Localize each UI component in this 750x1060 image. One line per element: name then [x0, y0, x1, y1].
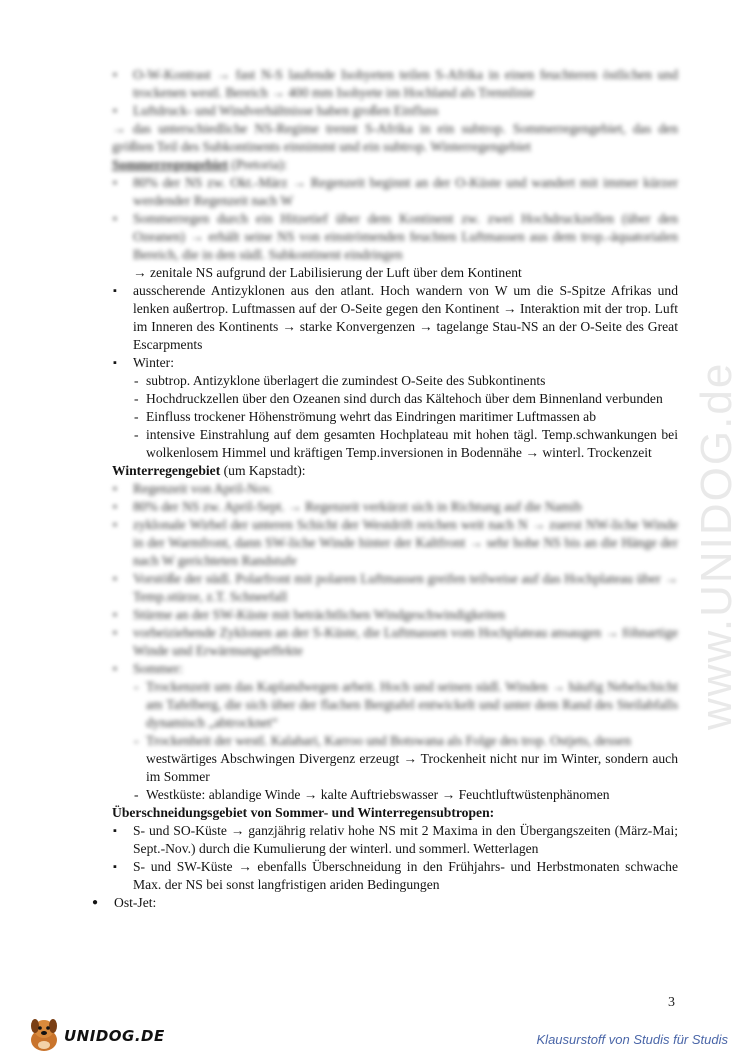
- bullet-item: ▪ S- und SO-Küste → ganzjährig relativ hohe NS mit 2 Maxima in den Übergangszeiten (März-Mai; Sept.-Nov.) durch die Kumulierung der winterl. und sommerl. Wetterlagen: [112, 822, 678, 858]
- section-heading-title: Winterregengebiet: [112, 463, 221, 478]
- clear-section-overlap: [112, 750, 678, 912]
- bullet-item: ▪ Winter:: [112, 354, 678, 372]
- bullet-item: ▪ O-W-Kontrast → fast N-S laufende Isohyeten teilen S-Afrika in einen feuchteren östlichen und trockenen westl. Bereich → 400 mm Isohyete im Hochland als Trennlinie: [112, 66, 678, 102]
- footer-tagline: Klausurstoff von Studis für Studis: [536, 1032, 728, 1047]
- watermark: www.UNIDOG.de: [692, 361, 741, 730]
- dash-item: - Hochdruckzellen über den Ozeanen sind durch das Kältehoch über dem Binnenland verbunden: [112, 390, 678, 408]
- bullet-item: ▪ 80% der NS zw. Okt.-März → Regenzeit beginnt an der O-Küste und wandert mit immer kürzer werdender Regenzeit nach W: [112, 174, 678, 210]
- dot-bullet-item: ● Ost-Jet:: [88, 894, 654, 912]
- dash-item: - subtrop. Antizyklone überlagert die zumindest O-Seite des Subkontinents: [112, 372, 678, 390]
- section-heading-location: (Pretoria):: [228, 157, 288, 172]
- dog-icon: [24, 1014, 64, 1054]
- bullet-item: ▪ Luftdruck- und Windverhältnisse haben großen Einfluss: [112, 102, 678, 120]
- paragraph: → das unterschiedliche NS-Regime trennt S-Afrika in ein subtrop. Sommerregengebiet, das den größten Teil des Subkontinents einnimmt und ein subtrop. Winterregengebiet: [112, 121, 678, 154]
- section-heading-location: (um Kapstadt):: [220, 463, 306, 478]
- bullet-item: ▪ S- und SW-Küste → ebenfalls Überschneidung in den Frühjahrs- und Herbstmonaten schwache Max. der NS bei sonst langfristigen ariden Bedingungen: [112, 858, 678, 894]
- logo-text: UNIDOG.DE: [64, 1027, 165, 1045]
- unidog-logo: [24, 1014, 164, 1054]
- indented-line: → zenitale NS aufgrund der Labilisierung der Luft über dem Kontinent: [133, 265, 522, 280]
- section-heading-title: Sommerregengebiet: [112, 157, 229, 172]
- section-heading-title: Überschneidungsgebiet von Sommer- und Winterregensubtropen:: [112, 805, 495, 820]
- dash-item: - Trockenzeit um das Kaplandwegen arbeit. Hoch und seinen südl. Winden → häufig Nebelschicht am Tafelberg, die sich über der flachen Bergtafel entwickelt und unter dem Rand des Steilabfalls dynamisch „abtrocknet“: [112, 678, 678, 732]
- clear-section-summer: [112, 264, 678, 480]
- section-heading: [112, 462, 678, 480]
- dash-item: - intensive Einstrahlung auf dem gesamten Hochplateau mit hohen tägl. Temp.schwankungen bei wolkenlosem Himmel und kräftigen Temp.inversionen in Bodennähe → winterl. Trockenzeit: [112, 426, 678, 462]
- bullet-item: ▪ Regenzeit von April-Nov.: [112, 480, 678, 498]
- bullet-item: ▪ Sommerregen durch ein Hitzetief über dem Kontinent zw. zwei Hochdruckzellen (über den Ozeanen) → erhält seine NS von einströmenden feuchten Luftmassen aus dem trop.-äquatorialen Bereich, die in den südl. Subkontinent eindringen: [112, 210, 678, 264]
- page-number: 3: [668, 995, 675, 1010]
- bullet-item: ▪ zyklonale Wirbel der unteren Schicht der Westdrift reichen weit nach N → zuerst NW-liche Winde in der Warmfront, dann SW-liche Winde hinter der Kaltfront → sehr hohe NS bis an die Hänge der nach W gerichteten Randstufe: [112, 516, 678, 570]
- bullet-item: ▪ ausscherende Antizyklonen aus den atlant. Hoch wandern von W um die S-Spitze Afrikas und lenken außertrop. Luftmassen auf der O-Seite gegen den Kontinent → Interaktion mit der trop. Luft im Inneren des Kontinents → starke Konvergenzen → tagelange Stau-NS an der O-Seite des Great Escarpments: [112, 282, 678, 354]
- section-heading: [112, 804, 678, 822]
- bullet-item: ▪ Sommer:: [112, 660, 678, 678]
- bullet-item: ▪ 80% der NS zw. April-Sept. → Regenzeit verkürzt sich in Richtung auf die Namib: [112, 498, 678, 516]
- document-body: [112, 66, 678, 912]
- bullet-item: ▪ Vorstöße der südl. Polarfront mit polaren Luftmassen greifen teilweise auf das Hochplateau über → Temp.stürze, z.T. Schneefall: [112, 570, 678, 606]
- blurred-section-top: [112, 66, 678, 264]
- dash-item-continued: westwärtiges Abschwingen Divergenz erzeugt → Trockenheit nicht nur im Winter, sondern auch im Sommer: [146, 751, 678, 784]
- blurred-section-winter: [112, 480, 678, 750]
- dash-item: - Trockenheit der westl. Kalahari, Karroo und Botswana als Folge des trop. Ostjets, dessen: [112, 732, 678, 750]
- bullet-item: ▪ Stürme an der SW-Küste mit beträchtlichen Windgeschwindigkeiten: [112, 606, 678, 624]
- section-heading: [112, 156, 678, 174]
- bullet-item: ▪ vorbeiziehende Zyklonen an der S-Küste, die Luftmassen vom Hochplateau ansaugen → föhnartige Winde und Erwärmungseffekte: [112, 624, 678, 660]
- dash-item: - Einfluss trockener Höhenströmung wehrt das Eindringen maritimer Luftmassen ab: [112, 408, 678, 426]
- dash-item: - Westküste: ablandige Winde → kalte Auftriebswasser → Feuchtluftwüstenphänomen: [112, 786, 678, 804]
